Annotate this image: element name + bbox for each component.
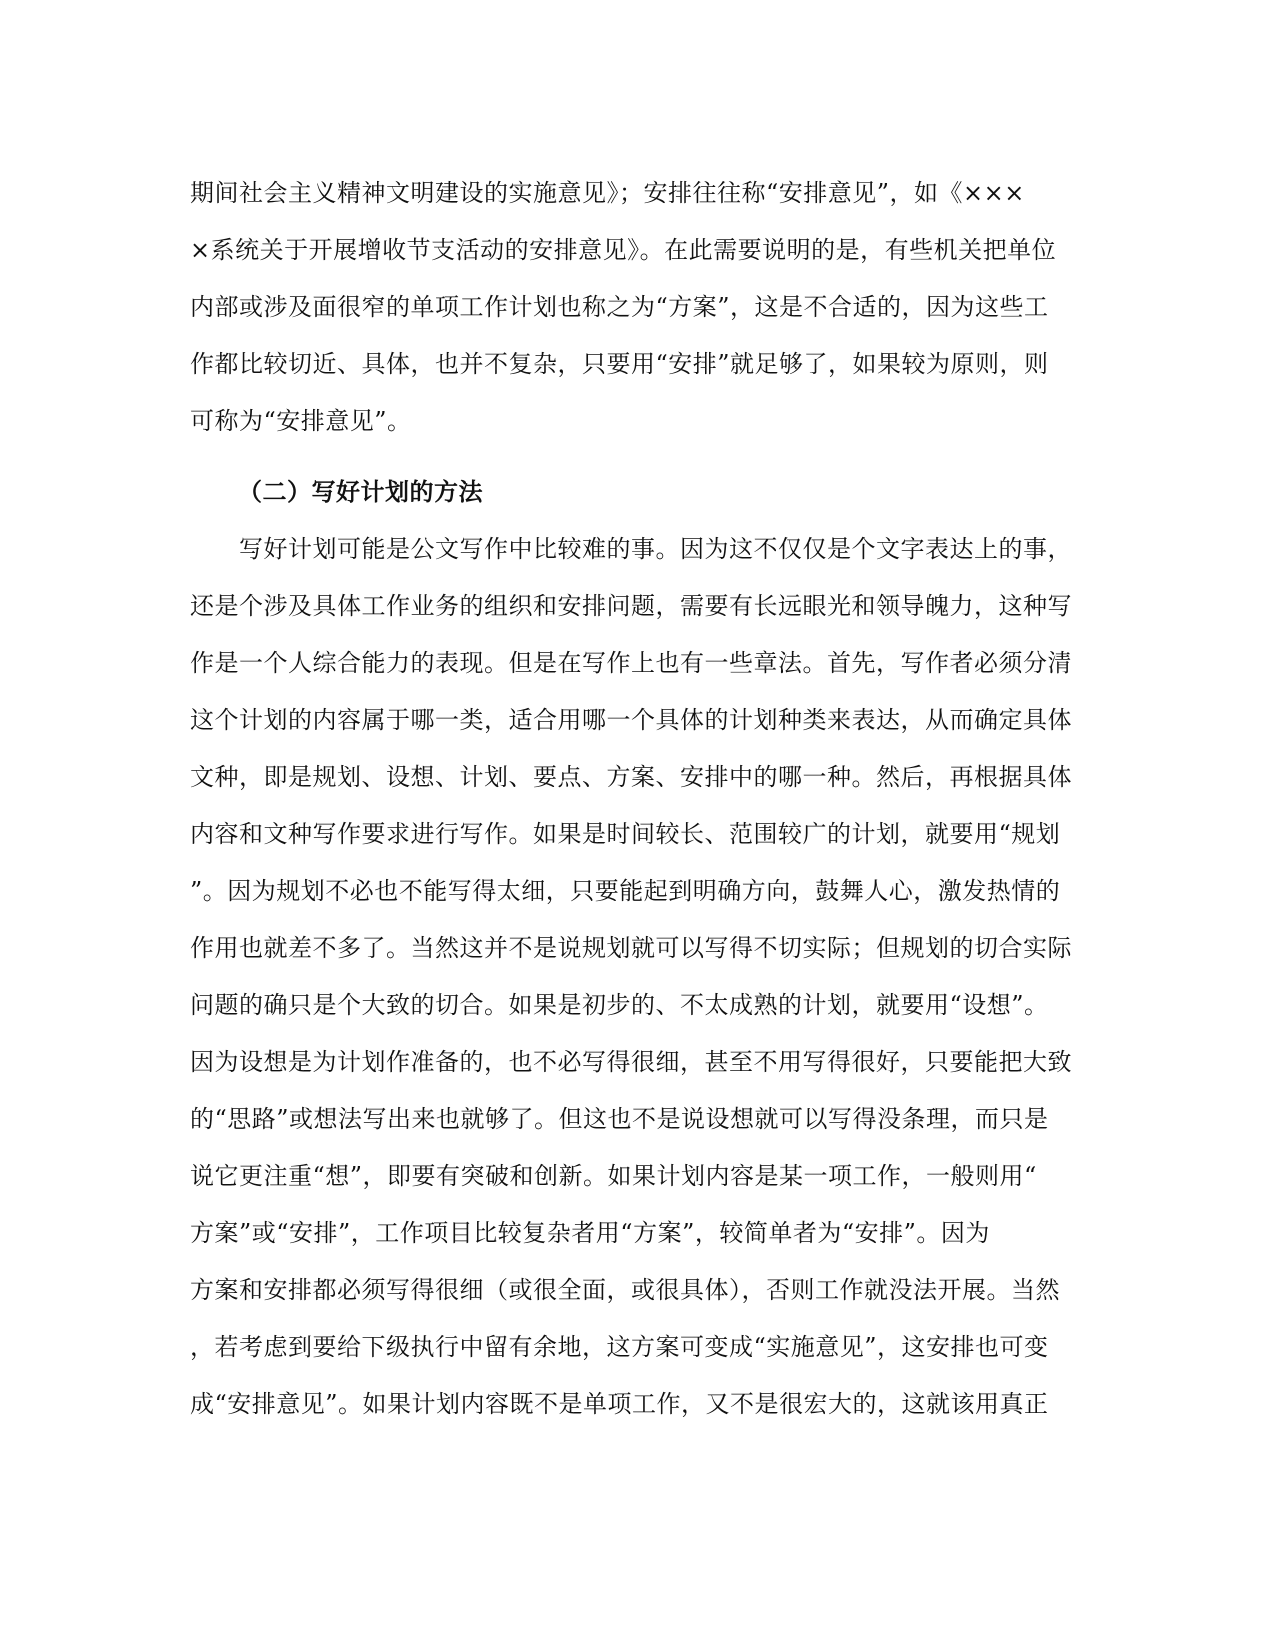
paragraph-line: 期间社会主义精神文明建设的实施意见》；安排往往称“安排意见”，如《××× [190,179,1025,207]
paragraph-line: 因为设想是为计划作准备的，也不必写得很细，甚至不用写得很好，只要能把大致 [190,1048,1072,1076]
paragraph-line: ”。因为规划不必也不能写得太细，只要能起到明确方向，鼓舞人心，激发热情的 [190,877,1061,905]
paragraph-line: 还是个涉及具体工作业务的组织和安排问题，需要有长远眼光和领导魄力，这种写 [190,592,1072,620]
paragraph-line: ×系统关于开展增收节支活动的安排意见》。在此需要说明的是，有些机关把单位 [190,236,1057,264]
paragraph-line: 说它更注重“想”，即要有突破和创新。如果计划内容是某一项工作，一般则用“ [190,1162,1037,1190]
paragraph-line: 方案”或“安排”，工作项目比较复杂者用“方案”，较简单者为“安排”。因为 [190,1219,990,1247]
paragraph-1 [190,165,1088,450]
paragraph-line: 内容和文种写作要求进行写作。如果是时间较长、范围较广的计划，就要用“规划 [190,820,1061,848]
paragraph-line: 文种，即是规划、设想、计划、要点、方案、安排中的哪一种。然后，再根据具体 [190,763,1072,791]
paragraph-line: 方案和安排都必须写得很细（或很全面，或很具体），否则工作就没法开展。当然 [190,1276,1060,1304]
paragraph-2 [190,521,1088,1433]
paragraph-line: 的“思路”或想法写出来也就够了。但这也不是说设想就可以写得没条理，而只是 [190,1105,1049,1133]
paragraph-line: 问题的确只是个大致的切合。如果是初步的、不太成熟的计划，就要用“设想”。 [190,991,1049,1019]
paragraph-line: 可称为“安排意见”。 [190,407,412,435]
paragraph-line: 作都比较切近、具体，也并不复杂，只要用“安排”就足够了，如果较为原则，则 [190,350,1049,378]
paragraph-line: 内部或涉及面很窄的单项工作计划也称之为“方案”，这是不合适的，因为这些工 [190,293,1049,321]
paragraph-line: 作是一个人综合能力的表现。但是在写作上也有一些章法。首先，写作者必须分清 [190,649,1072,677]
paragraph-line: 这个计划的内容属于哪一类，适合用哪一个具体的计划种类来表达，从而确定具体 [190,706,1072,734]
section-heading: （二）写好计划的方法 [238,478,483,506]
paragraph-line: 成“安排意见”。如果计划内容既不是单项工作，又不是很宏大的，这就该用真正 [190,1390,1049,1418]
paragraph-line: ，若考虑到要给下级执行中留有余地，这方案可变成“实施意见”，这安排也可变 [190,1333,1049,1361]
paragraph-line: 写好计划可能是公文写作中比较难的事。因为这不仅仅是个文字表达上的事， [190,535,1072,563]
paragraph-line: 作用也就差不多了。当然这并不是说规划就可以写得不切实际；但规划的切合实际 [190,934,1072,962]
